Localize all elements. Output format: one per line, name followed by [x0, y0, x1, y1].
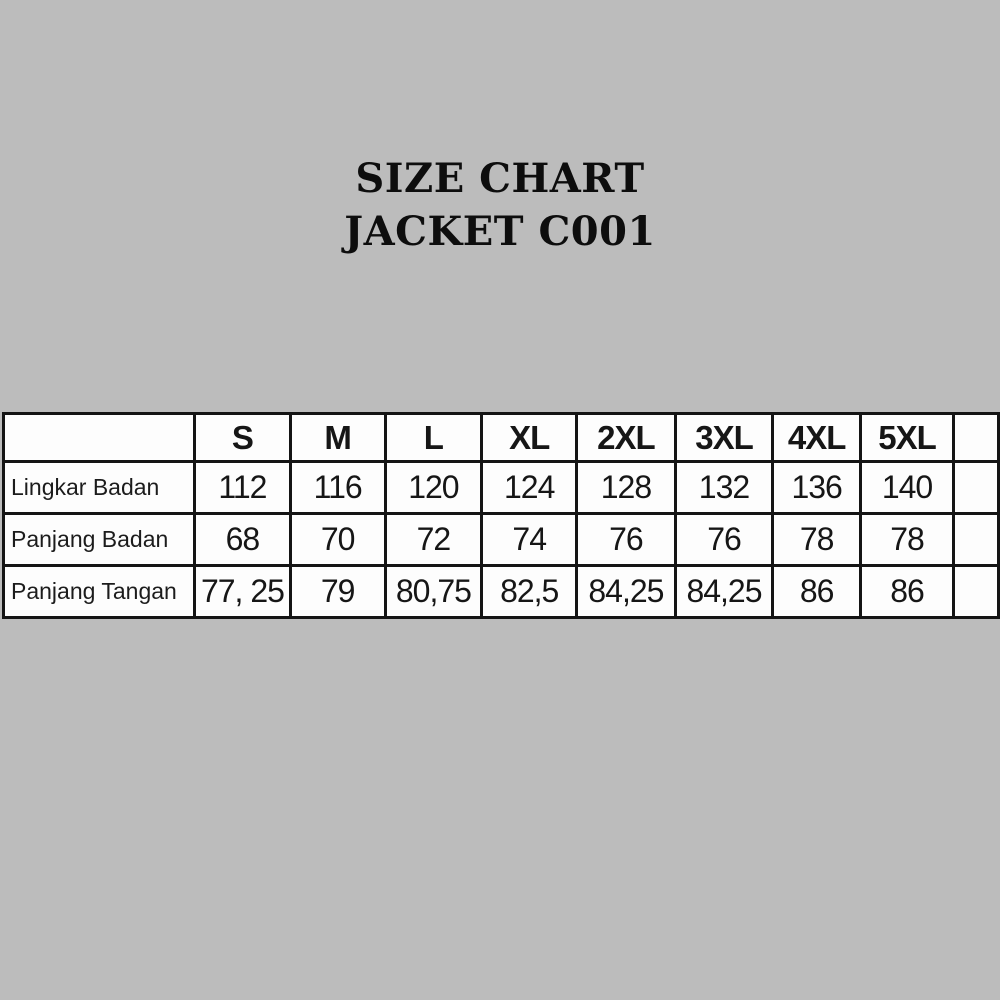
value-cell: 112	[195, 462, 291, 514]
col-header-3xl: 3XL	[675, 414, 773, 462]
value-cell: 76	[577, 514, 676, 566]
col-header-2xl: 2XL	[577, 414, 676, 462]
col-header-m: M	[290, 414, 385, 462]
table-row-panjang-badan	[4, 514, 999, 566]
col-header-4xl: 4XL	[773, 414, 861, 462]
size-chart-table	[2, 412, 1000, 619]
value-cell: 86	[773, 566, 861, 618]
value-cell: 79	[290, 566, 385, 618]
row-label: Lingkar Badan	[4, 462, 195, 514]
value-cell: 120	[385, 462, 482, 514]
value-cell: 68	[195, 514, 291, 566]
value-cell: 70	[290, 514, 385, 566]
value-cell: 72	[385, 514, 482, 566]
value-cell: 86	[860, 566, 953, 618]
value-cell: 77, 25	[195, 566, 291, 618]
title-line-jacket-code: JACKET C001	[344, 208, 656, 255]
value-cell: 140	[860, 462, 953, 514]
value-cell: 80,75	[385, 566, 482, 618]
value-cell: 78	[773, 514, 861, 566]
value-cell: 132	[675, 462, 773, 514]
value-cell: 84,25	[675, 566, 773, 618]
row-label: Panjang Badan	[4, 514, 195, 566]
header-row	[4, 414, 999, 462]
table-row-panjang-tangan	[4, 566, 999, 618]
cutoff-column-cell	[954, 514, 999, 566]
value-cell: 82,5	[482, 566, 577, 618]
value-cell: 78	[860, 514, 953, 566]
col-header-5xl: 5XL	[860, 414, 953, 462]
table-row-lingkar-badan	[4, 462, 999, 514]
col-header-l: L	[385, 414, 482, 462]
value-cell: 128	[577, 462, 676, 514]
value-cell: 84,25	[577, 566, 676, 618]
cutoff-column-cell	[954, 566, 999, 618]
col-header-s: S	[195, 414, 291, 462]
value-cell: 76	[675, 514, 773, 566]
corner-cell	[4, 414, 195, 462]
value-cell: 116	[290, 462, 385, 514]
row-label: Panjang Tangan	[4, 566, 195, 618]
value-cell: 124	[482, 462, 577, 514]
cutoff-column-cell	[954, 414, 999, 462]
value-cell: 74	[482, 514, 577, 566]
title-line-size-chart: SIZE CHART	[355, 155, 645, 202]
page-title	[0, 152, 1000, 258]
cutoff-column-cell	[954, 462, 999, 514]
value-cell: 136	[773, 462, 861, 514]
col-header-xl: XL	[482, 414, 577, 462]
